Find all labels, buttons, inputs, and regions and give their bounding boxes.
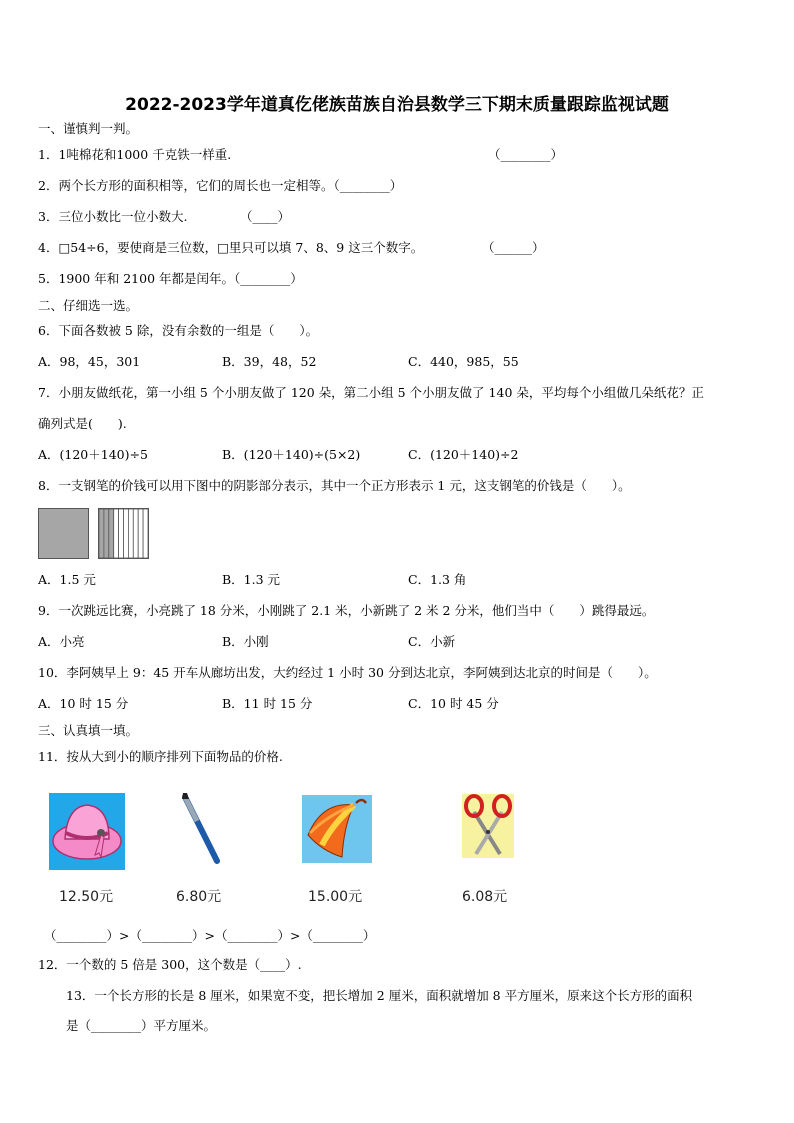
empty-strip <box>143 509 148 558</box>
q8-option-a: A．1.5 元 <box>38 572 96 587</box>
question-9: 9．一次跳远比赛，小亮跳了 18 分米，小刚跳了 2.1 米，小新跳了 2 米 2 分米，他们当中（ ）跳得最远。 <box>38 603 655 618</box>
question-2: 2．两个长方形的面积相等，它们的周长也一定相等。（________） <box>38 178 403 193</box>
q8-option-c: C．1.3 角 <box>408 572 467 587</box>
q6-option-a: A．98，45，301 <box>38 354 141 369</box>
page-title: 2022-2023学年道真仡佬族苗族自治县数学三下期末质量跟踪监视试题 <box>125 95 669 115</box>
empty-strip <box>133 509 138 558</box>
question-3-blank: （____） <box>240 209 291 224</box>
price-scissors: 6.08元 <box>462 889 508 905</box>
question-1-blank: （________） <box>488 147 564 162</box>
q9-option-b: B．小刚 <box>222 634 269 649</box>
question-7-line1: 7．小朋友做纸花，第一小组 5 个小朋友做了 120 朵，第二小组 5 个小朋友做了 140 朵，平均每个小组做几朵纸花？正 <box>38 385 704 400</box>
hat-icon <box>49 793 125 870</box>
q10-option-c: C．10 时 45 分 <box>408 696 499 711</box>
empty-strip <box>114 509 119 558</box>
section-judge: 一、谨慎判一判。 <box>38 121 139 136</box>
umbrella-image <box>302 795 372 863</box>
question-5: 5．1900 年和 2100 年都是闰年。（________） <box>38 271 303 286</box>
price-hat: 12.50元 <box>59 889 114 905</box>
brush-image <box>177 793 225 865</box>
section-fill: 三、认真填一填。 <box>38 723 139 738</box>
shaded-strip <box>99 509 104 558</box>
umbrella-icon <box>302 795 372 863</box>
price-umbrella: 15.00元 <box>308 889 363 905</box>
shaded-full-square <box>38 508 89 559</box>
price-brush: 6.80元 <box>176 889 222 905</box>
question-1: 1．1吨棉花和1000 千克铁一样重. <box>38 147 232 162</box>
question-4: 4．□54÷6，要使商是三位数，□里只可以填 7、8、9 这三个数字。 <box>38 240 424 255</box>
brush-icon <box>177 793 225 865</box>
shaded-strip <box>109 509 114 558</box>
partial-square <box>98 508 149 559</box>
q7-option-a: A．(120＋140)÷5 <box>38 447 148 462</box>
question-12: 12．一个数的 5 倍是 300，这个数是（____）. <box>38 957 302 972</box>
empty-strip <box>128 509 133 558</box>
question-6: 6．下面各数被 5 除，没有余数的一组是（ ）。 <box>38 323 319 338</box>
question-13-line2: 是（________）平方厘米。 <box>66 1018 217 1033</box>
question-4-blank: （______） <box>482 240 545 255</box>
empty-strip <box>124 509 129 558</box>
question-11: 11．按从大到小的顺序排列下面物品的价格. <box>38 749 283 764</box>
q7-option-b: B．(120＋140)÷(5×2) <box>222 447 361 462</box>
question-8: 8．一支钢笔的价钱可以用下图中的阴影部分表示，其中一个正方形表示 1 元，这支钢笔的价钱是（ ）。 <box>38 478 631 493</box>
hat-image <box>49 793 125 870</box>
question-7-line2: 确列式是( ). <box>38 416 127 431</box>
q6-option-b: B．39，48，52 <box>222 354 317 369</box>
question-10: 10．李阿姨早上 9：45 开车从廊坊出发，大约经过 1 小时 30 分到达北京，李阿姨到达北京的时间是（ ）。 <box>38 665 657 680</box>
q10-option-a: A．10 时 15 分 <box>38 696 129 711</box>
question-13-line1: 13．一个长方形的长是 8 厘米，如果宽不变，把长增加 2 厘米，面积就增加 8 平方厘米，原来这个长方形的面积 <box>66 988 693 1003</box>
empty-strip <box>138 509 143 558</box>
section-choose: 二、仔细选一选。 <box>38 298 139 313</box>
shaded-strip <box>104 509 109 558</box>
q11-order-blanks: （________）>（________）>（________）>（________） <box>44 928 376 943</box>
scissors-image <box>462 794 514 858</box>
tenths-strip-figure <box>99 509 148 558</box>
q6-option-c: C．440，985，55 <box>408 354 519 369</box>
q7-option-c: C．(120＋140)÷2 <box>408 447 519 462</box>
scissors-icon <box>462 794 514 858</box>
question-3: 3．三位小数比一位小数大. <box>38 209 188 224</box>
empty-strip <box>119 509 124 558</box>
q9-option-a: A．小亮 <box>38 634 85 649</box>
q8-option-b: B．1.3 元 <box>222 572 281 587</box>
q9-option-c: C．小新 <box>408 634 456 649</box>
q10-option-b: B．11 时 15 分 <box>222 696 313 711</box>
